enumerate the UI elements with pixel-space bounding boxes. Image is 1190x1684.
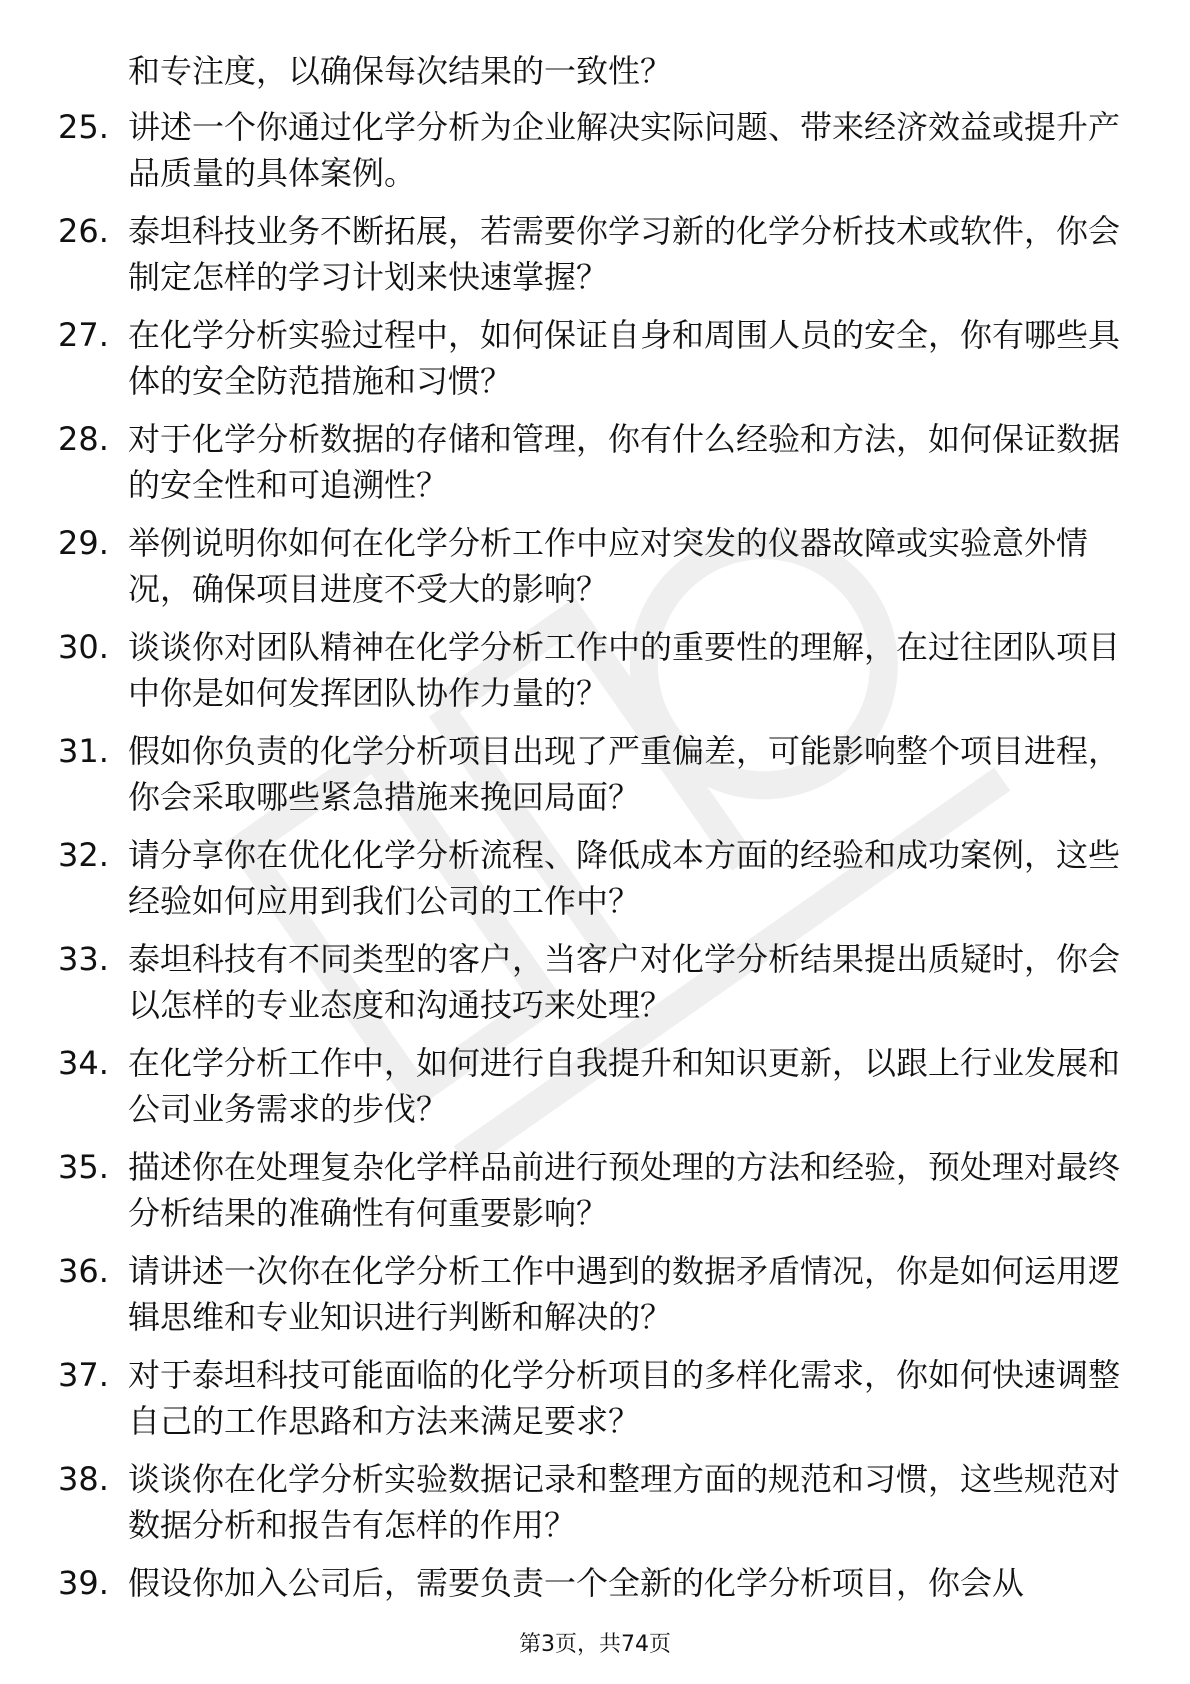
question-list [58,104,1138,1664]
question-number: 29. [58,524,109,562]
question-item [58,1040,1138,1144]
continued-question-text: 和专注度，以确保每次结果的一致性？ [128,52,673,90]
question-text: 在化学分析工作中，如何进行自我提升和知识更新，以跟上行业发展和公司业务需求的步伐？ [128,1044,1121,1128]
question-item [58,1352,1138,1456]
question-number: 28. [58,420,109,458]
question-item [58,832,1138,936]
question-item [58,1248,1138,1352]
question-text: 请分享你在优化化学分析流程、降低成本方面的经验和成功案例，这些经验如何应用到我们公司的工作中？ [128,836,1121,920]
question-text: 在化学分析实验过程中，如何保证自身和周围人员的安全，你有哪些具体的安全防范措施和习惯？ [128,316,1121,400]
question-text: 举例说明你如何在化学分析工作中应对突发的仪器故障或实验意外情况，确保项目进度不受大的影响？ [128,524,1089,608]
question-item [58,312,1138,416]
question-number: 31. [58,732,109,770]
question-text: 请讲述一次你在化学分析工作中遇到的数据矛盾情况，你是如何运用逻辑思维和专业知识进行判断和解决的？ [128,1252,1121,1336]
question-item [58,936,1138,1040]
page-footer: 第3页，共74页 [519,1632,671,1657]
question-number: 39. [58,1564,109,1602]
question-number: 30. [58,628,109,666]
question-text: 假设你加入公司后，需要负责一个全新的化学分析项目，你会从 [128,1564,1025,1602]
question-item [58,104,1138,208]
question-item [58,520,1138,624]
question-item [58,208,1138,312]
question-text: 谈谈你对团队精神在化学分析工作中的重要性的理解，在过往团队项目中你是如何发挥团队协作力量的？ [128,628,1121,712]
question-number: 26. [58,212,109,250]
question-number: 32. [58,836,109,874]
question-number: 36. [58,1252,109,1290]
question-number: 38. [58,1460,109,1498]
question-text: 泰坦科技有不同类型的客户，当客户对化学分析结果提出质疑时，你会以怎样的专业态度和沟通技巧来处理？ [128,940,1121,1024]
question-item [58,624,1138,728]
question-item [58,1456,1138,1560]
question-number: 27. [58,316,109,354]
question-text: 谈谈你在化学分析实验数据记录和整理方面的规范和习惯，这些规范对数据分析和报告有怎样的作用？ [128,1460,1121,1544]
question-text: 假如你负责的化学分析项目出现了严重偏差，可能影响整个项目进程，你会采取哪些紧急措施来挽回局面？ [128,732,1121,816]
question-item [58,416,1138,520]
question-text: 对于泰坦科技可能面临的化学分析项目的多样化需求，你如何快速调整自己的工作思路和方法来满足要求？ [128,1356,1121,1440]
question-number: 25. [58,108,109,146]
question-text: 描述你在处理复杂化学样品前进行预处理的方法和经验，预处理对最终分析结果的准确性有何重要影响？ [128,1148,1121,1232]
question-item [58,728,1138,832]
question-text: 讲述一个你通过化学分析为企业解决实际问题、带来经济效益或提升产品质量的具体案例。 [128,108,1121,192]
question-number: 37. [58,1356,109,1394]
question-text: 泰坦科技业务不断拓展，若需要你学习新的化学分析技术或软件，你会制定怎样的学习计划来快速掌握？ [128,212,1121,296]
question-text: 对于化学分析数据的存储和管理，你有什么经验和方法，如何保证数据的安全性和可追溯性？ [128,420,1121,504]
question-number: 34. [58,1044,109,1082]
question-number: 35. [58,1148,109,1186]
question-number: 33. [58,940,109,978]
question-item [58,1144,1138,1248]
